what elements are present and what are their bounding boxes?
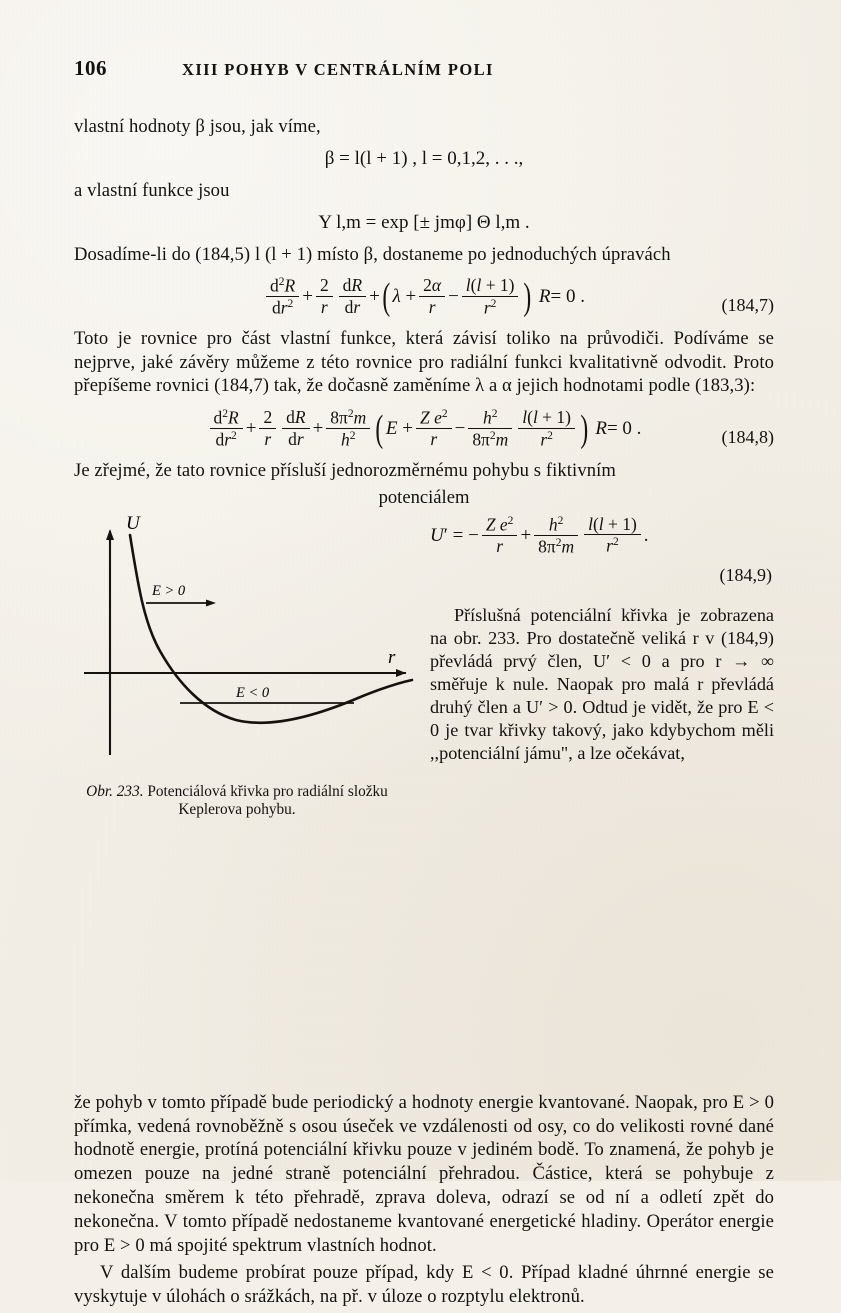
figure-caption-prefix: Obr. 233. — [86, 782, 144, 800]
equation-Ylm — [74, 212, 774, 234]
paragraph-intro: vlastní hodnoty β jsou, jak víme, — [74, 116, 321, 137]
equation-beta-text: β = l(l + 1) , l = 0,1,2, . . ., — [324, 147, 524, 169]
running-head: XIII POHYB V CENTRÁLNÍM POLI — [182, 60, 494, 79]
page-header — [74, 56, 774, 81]
equation-184-7 — [74, 275, 774, 318]
paragraph-periodic-motion: že pohyb v tomto případě bude periodický a hodnoty energie kvantované. Naopak, pro E > 0 přímka, vedená rovnoběžně s osou úseček ve vzdálenosti od osy, co do velikosti rovné dané hodnotě energie, protíná potenciální křivku pouze v jediném bodě. To znamená, že pohyb je omezen pouze na jedné straně potenciální přehradou. Částice, která se pohybuje z nekonečna směrem k této přehradě, zprava doleva, odrazí se od ní a odletí zpět do nekonečna. V tomto případě nedostaneme kvantované energetické hladiny. Operátor energie pro E > 0 má spojité spektrum vlastních hodnot. — [74, 1091, 774, 1256]
equation-number-184-9: (184,9) — [719, 565, 772, 586]
side-column — [430, 515, 774, 765]
axis-label-U: U — [126, 514, 140, 534]
figure-233 — [68, 514, 420, 819]
label-potencialem: potenciálem — [378, 486, 470, 508]
equation-184-8 — [74, 407, 774, 450]
equation-184-7-body: $\frac{d^2R}{dr^2}$ + $\frac{2}{r}$ $\frac{dR}{dr}$ + ( λ + $\frac{2\alpha}{r}$ − $\frac{l(l + 1)}{r^2}$ ) R = 0 . — [263, 276, 585, 318]
equation-number-184-8: (184,8) — [721, 426, 774, 447]
equation-184-9 — [430, 515, 774, 557]
energy-positive-arrow — [206, 599, 216, 606]
figure-and-sidecolumn — [74, 515, 774, 1309]
x-axis-arrow — [396, 669, 406, 677]
label-E-negative: E < 0 — [236, 684, 270, 701]
equation-number-184-7: (184,7) — [721, 294, 774, 315]
potential-curve-plot — [68, 515, 420, 777]
paragraph-side-curve: Příslušná potenciální křivka je zobrazena na obr. 233. Pro dostatečně veliká r v (184,9) převládá prvý člen, U′ < 0 a pro r → ∞ směřuje k nule. Naopak pro malá r převládá druhý člen a U′ > 0. Odtud je vidět, že pro E < 0 je tvar křivky takový, jako kdybychom měli ,,potenciální jámu", a lze očekávat, — [430, 605, 774, 763]
equation-Ylm-text: Y l,m = exp [± jmφ] Θ l,m . — [318, 211, 530, 233]
figure-caption-text: Potenciálová křivka pro radiální složku Keplerova pohybu. — [143, 782, 388, 819]
y-axis-arrow — [106, 529, 114, 540]
axis-label-r: r — [388, 646, 396, 668]
label-E-positive: E > 0 — [152, 582, 186, 599]
paragraph-radial-discussion: Toto je rovnice pro část vlastní funkce, která závisí toliko na průvodiči. Podíváme se nejprve, jaké závěry můžeme z této rovnice pro radiální funkci kvalitativně odvodit. Proto přepíšeme rovnici (184,7) tak, že dočasně zaměníme λ a α jejich hodnotami podle (183,3): — [74, 327, 774, 397]
equation-184-9-body: U ′ = − $\frac{Z e^2}{r}$ + $\frac{h^2}{8\pi^2m}$ $\frac{l(l + 1)}{r^2}$ . — [430, 513, 649, 556]
equation-184-8-body: $\frac{d^2R}{dr^2}$ + $\frac{2}{r}$ $\frac{dR}{dr}$ + $\frac{8\pi^2m}{h^2}$ ( E + $\frac{Z e^2}{r}$ − $\frac{h^2}{8\pi^2m}$ $\frac{l(l + 1)}{r^2}$ ) R = 0 . — [207, 408, 642, 450]
page-content — [74, 56, 774, 1313]
potential-curve — [130, 535, 412, 723]
after-figure-text — [74, 1091, 774, 1309]
paragraph-substitution: Dosadíme-li do (184,5) l (l + 1) místo β, dostaneme po jednoduchých úpravách — [74, 243, 671, 265]
paragraph-fictitious-motion: Je zřejmé, že tato rovnice přísluší jednorozměrnému pohybu s fiktivním — [74, 459, 616, 481]
figure-caption — [68, 783, 406, 820]
page-number: 106 — [74, 56, 107, 80]
paragraph-eigenfunctions: a vlastní funkce jsou — [74, 179, 230, 201]
paragraph-negative-energy: V dalším budeme probírat pouze případ, kdy E < 0. Případ kladné úhrnné energie se vyskytuje v úlohách o srážkách, na př. v úloze o rozptylu elektronů. — [74, 1262, 774, 1308]
equation-beta — [74, 148, 774, 170]
